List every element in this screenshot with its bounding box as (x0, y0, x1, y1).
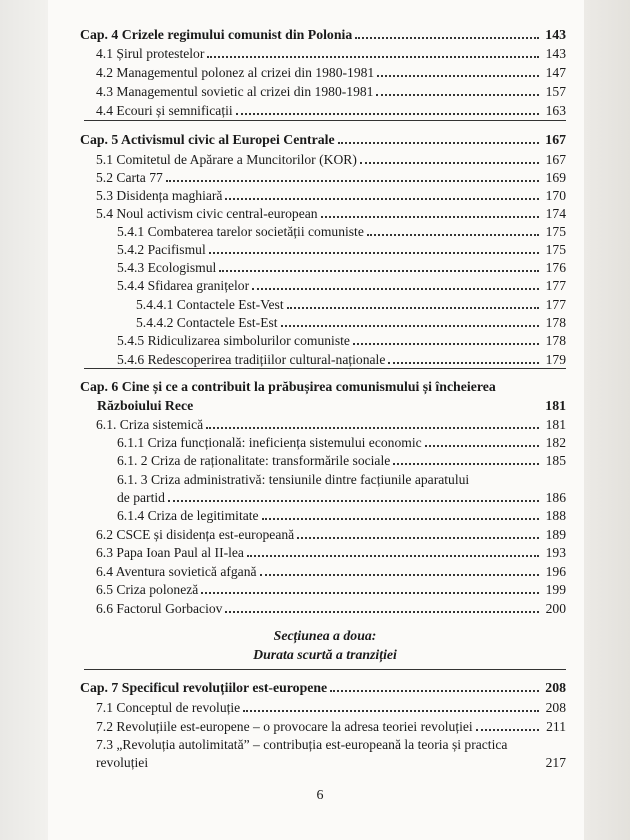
toc-label: 5.4.4.2 Contactele Est-Est (136, 315, 278, 331)
toc-label: revoluției (96, 755, 149, 771)
toc-leader (260, 572, 539, 576)
toc-chapter[interactable] (80, 24, 566, 42)
toc-label: 5.2 Carta 77 (96, 170, 163, 186)
toc-label: 6.5 Criza poloneză (96, 582, 199, 598)
section-divider (84, 120, 566, 121)
toc-leader (321, 214, 539, 218)
toc-label: 6.3 Papa Ioan Paul al II-lea (96, 545, 244, 561)
toc-chapter-continuation[interactable] (97, 395, 566, 413)
toc-label: 5.4.4 Sfidarea granițelor (117, 278, 250, 294)
toc-page: 177 (545, 297, 566, 313)
toc-entry-continuation[interactable] (117, 487, 566, 505)
toc-entry[interactable] (96, 542, 566, 560)
toc-page: 181 (545, 417, 566, 433)
toc-page: 143 (545, 46, 566, 62)
toc-leader (338, 140, 539, 144)
toc-entry[interactable] (117, 239, 566, 257)
toc-leader (225, 609, 539, 613)
toc-leader (166, 178, 539, 182)
toc-entry[interactable] (96, 561, 566, 579)
toc-label: 5.4.6 Redescoperirea tradițiilor cultural-naționale (117, 352, 386, 368)
page-number: 6 (316, 788, 324, 803)
toc-leader (425, 443, 539, 447)
toc-page: 167 (545, 132, 566, 148)
toc-entry[interactable] (96, 734, 566, 752)
section-divider (84, 368, 566, 369)
section-divider (84, 669, 566, 670)
toc-page: 186 (545, 490, 566, 506)
toc-page: 200 (545, 601, 566, 617)
toc-label: 4.2 Managementul polonez al crizei din 1980-1981 (96, 65, 375, 81)
toc-page: 178 (545, 315, 566, 331)
toc-label: 7.2 Revoluțiile est-europene – o provocare la adresa teoriei revoluției (96, 719, 473, 735)
toc-page: 169 (545, 170, 566, 186)
toc-label: 6.1. Criza sistemică (96, 417, 204, 433)
toc-page: 147 (545, 65, 566, 81)
toc-page: 176 (545, 260, 566, 276)
toc-leader (476, 727, 539, 731)
toc-entry[interactable] (117, 450, 566, 468)
toc-label: 5.4.3 Ecologismul (117, 260, 217, 276)
toc-label: 5.1 Comitetul de Apărare a Muncitorilor (KOR) (96, 152, 357, 168)
toc-leader (206, 425, 539, 429)
toc-entry[interactable] (96, 81, 566, 99)
toc-entry[interactable] (96, 185, 566, 203)
toc-label: 6.1. 3 Criza administrativă: tensiunile dintre facțiunile aparatului (117, 472, 470, 488)
toc-leader (330, 688, 539, 692)
toc-label: 6.4 Aventura sovietică afgană (96, 564, 257, 580)
toc-label: 7.3 „Revoluția autolimitată” – contribuția est-europeană la teoria și practica (96, 737, 508, 753)
toc-page: 181 (545, 398, 566, 414)
toc-leader (225, 196, 539, 200)
toc-entry[interactable] (117, 221, 566, 239)
toc-entry[interactable] (96, 203, 566, 221)
toc-label: 4.3 Managementul sovietic al crizei din 1980-1981 (96, 84, 374, 100)
toc-entry[interactable] (117, 349, 566, 367)
toc-entry[interactable] (96, 716, 566, 734)
section-heading: Secțiunea a doua: (273, 628, 377, 643)
toc-entry[interactable] (136, 312, 566, 330)
toc-page: 163 (545, 103, 566, 119)
toc-chapter[interactable] (80, 129, 566, 147)
toc-page: 157 (545, 84, 566, 100)
toc-leader (219, 268, 539, 272)
toc-leader (377, 73, 539, 77)
toc-leader (376, 92, 539, 96)
toc-entry[interactable] (117, 469, 566, 487)
toc-leader (388, 360, 539, 364)
toc-leader (247, 553, 539, 557)
toc-entry[interactable] (117, 330, 566, 348)
toc-page: 189 (545, 527, 566, 543)
toc-label: Cap. 4 Crizele regimului comunist din Polonia (80, 27, 353, 43)
toc-leader (168, 498, 539, 502)
toc-page: 208 (545, 680, 566, 696)
toc-label: 4.4 Ecouri și semnificații (96, 103, 233, 119)
toc-label: 5.4.4.1 Contactele Est-Vest (136, 297, 284, 313)
toc-leader (201, 590, 539, 594)
toc-label: Războiului Rece (97, 398, 194, 414)
toc-page: 193 (545, 545, 566, 561)
toc-page: 196 (545, 564, 566, 580)
toc-entry[interactable] (96, 100, 566, 118)
toc-page: 178 (545, 333, 566, 349)
toc-page: 182 (545, 435, 566, 451)
toc-label: 6.6 Factorul Gorbaciov (96, 601, 223, 617)
toc-leader (353, 341, 539, 345)
toc-label: 5.4.5 Ridiculizarea simbolurilor comuniste (117, 333, 350, 349)
toc-leader (252, 286, 539, 290)
toc-entry-continuation[interactable] (96, 752, 566, 770)
toc-label: Cap. 7 Specificul revoluțiilor est-europene (80, 680, 328, 696)
toc-page: 179 (545, 352, 566, 368)
toc-leader (360, 160, 539, 164)
toc-entry[interactable] (96, 524, 566, 542)
toc-label: 6.2 CSCE și disidența est-europeană (96, 527, 295, 543)
toc-label: 6.1.4 Criza de legitimitate (117, 508, 259, 524)
toc-label: 6.1. 2 Criza de raționalitate: transformările sociale (117, 453, 391, 469)
toc-entry[interactable] (117, 432, 566, 450)
toc-entry[interactable] (96, 697, 566, 715)
toc-leader (207, 54, 539, 58)
toc-entry[interactable] (96, 598, 566, 616)
toc-label: 6.1.1 Criza funcțională: ineficiența sistemului economic (117, 435, 422, 451)
toc-page: 217 (545, 755, 566, 771)
toc-leader (367, 232, 539, 236)
toc-page: 170 (545, 188, 566, 204)
toc-chapter[interactable] (80, 376, 566, 394)
toc-leader (262, 516, 539, 520)
toc-page: 199 (545, 582, 566, 598)
toc-entry[interactable] (96, 43, 566, 61)
toc-entry[interactable] (96, 414, 566, 432)
toc-leader (243, 708, 539, 712)
toc-page: 175 (545, 224, 566, 240)
toc-leader (297, 535, 539, 539)
toc-entry[interactable] (117, 257, 566, 275)
toc-leader (355, 35, 539, 39)
toc-page: 174 (545, 206, 566, 222)
toc-page: 167 (545, 152, 566, 168)
toc-leader (287, 305, 539, 309)
toc-leader (209, 250, 539, 254)
toc-label: 7.1 Conceptul de revoluție (96, 700, 241, 716)
toc-entry[interactable] (96, 579, 566, 597)
toc-entry[interactable] (96, 149, 566, 167)
toc-leader (236, 111, 539, 115)
toc-label: 5.4.1 Combaterea tarelor societății comuniste (117, 224, 364, 240)
toc-leader (281, 323, 539, 327)
toc-chapter[interactable] (80, 677, 566, 695)
toc-leader (393, 461, 539, 465)
toc-page: 211 (546, 719, 566, 735)
toc-entry[interactable] (136, 294, 566, 312)
toc-page: 185 (545, 453, 566, 469)
toc-label: de partid (117, 490, 165, 506)
toc-entry[interactable] (117, 275, 566, 293)
toc-page: 208 (545, 700, 566, 716)
toc-label: Cap. 6 Cine și ce a contribuit la prăbușirea comunismului și încheierea (80, 379, 496, 395)
toc-label: 5.4.2 Pacifismul (117, 242, 206, 258)
toc-entry[interactable] (96, 167, 566, 185)
toc-label: 5.4 Noul activism civic central-european (96, 206, 318, 222)
toc-label: Cap. 5 Activismul civic al Europei Centrale (80, 132, 335, 148)
toc-entry[interactable] (96, 62, 566, 80)
toc-page: 188 (545, 508, 566, 524)
toc-page: 143 (545, 27, 566, 43)
toc-entry[interactable] (117, 505, 566, 523)
toc-label: 4.1 Șirul protestelor (96, 46, 205, 62)
toc-page: 177 (545, 278, 566, 294)
section-subheading: Durata scurtă a tranziției (253, 647, 397, 662)
toc-label: 5.3 Disidența maghiară (96, 188, 223, 204)
toc-page: 175 (545, 242, 566, 258)
